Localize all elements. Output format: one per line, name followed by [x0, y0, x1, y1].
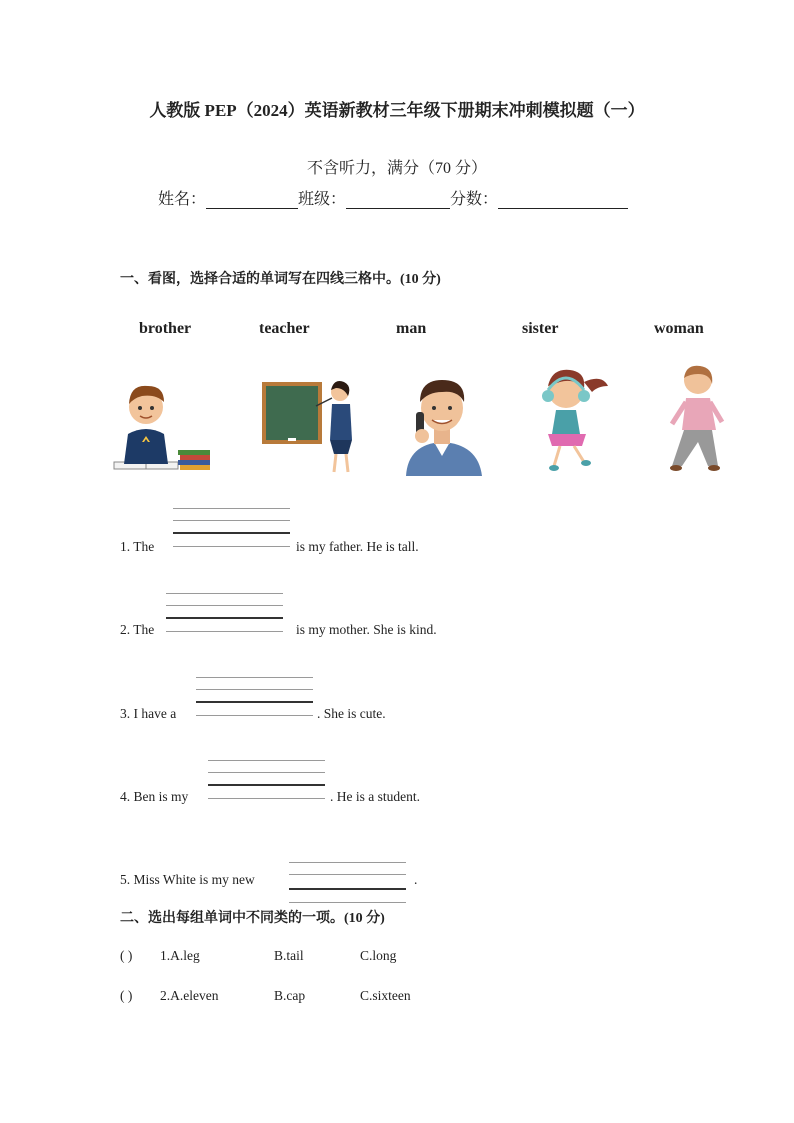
name-blank[interactable] [206, 194, 298, 209]
teacher-blackboard-image [260, 362, 360, 478]
q2-after: is my mother. She is kind. [296, 622, 437, 637]
q2-1-option-c: C.long [360, 948, 397, 963]
word-brother: brother [139, 320, 192, 337]
q1-before: 1. The [120, 539, 155, 554]
q1-writing-grid[interactable] [173, 508, 290, 548]
question-5 [120, 872, 255, 888]
q4-after: . He is a student. [330, 789, 420, 804]
q2-1-option-a: 1.A.leg [160, 948, 200, 963]
q2-2-option-a: 2.A.eleven [160, 988, 219, 1003]
page-subtitle: 不含听力，满分（70 分） [306, 160, 487, 177]
word-teacher: teacher [259, 320, 310, 337]
score-label: 分数： [450, 191, 499, 208]
boy-studying-image [112, 362, 216, 476]
woman-walking-image [660, 362, 732, 476]
question-1 [120, 539, 154, 555]
q3-before: 3. I have a [120, 706, 177, 721]
q5-writing-grid[interactable] [289, 862, 406, 902]
q2-2-option-c: C.sixteen [360, 988, 411, 1003]
question-4 [120, 789, 188, 805]
q2-1-option-b: B.tail [274, 948, 304, 963]
q3-after: . She is cute. [317, 706, 386, 721]
q2-1-paren[interactable]: ( ) [120, 948, 133, 963]
q2-before: 2. The [120, 622, 155, 637]
page-title: 人教版 PEP（2024）英语新教材三年级下册期末冲刺模拟题（一） [149, 101, 645, 120]
section2-heading: 二、选出每组单词中不同类的一项。(10 分) [120, 911, 385, 926]
class-blank[interactable] [346, 194, 450, 209]
q4-before: 4. Ben is my [120, 789, 189, 804]
q5-before: 5. Miss White is my new [120, 872, 255, 887]
word-sister: sister [522, 320, 559, 337]
man-on-phone-image [398, 362, 488, 476]
question-2 [120, 622, 154, 638]
class-label: 班级： [298, 191, 347, 208]
student-info-row [158, 186, 628, 209]
q2-2-option-b: B.cap [274, 988, 306, 1003]
q1-after: is my father. He is tall. [296, 539, 419, 554]
q2-writing-grid[interactable] [166, 593, 283, 633]
name-label: 姓名： [158, 191, 207, 208]
girl-headphones-image [530, 362, 620, 474]
question-3 [120, 706, 176, 722]
q3-writing-grid[interactable] [196, 677, 313, 717]
q5-after: . [414, 872, 418, 887]
q2-2-paren[interactable]: ( ) [120, 988, 133, 1003]
word-man: man [396, 320, 427, 337]
word-woman: woman [654, 320, 704, 337]
score-blank[interactable] [498, 194, 628, 209]
q4-writing-grid[interactable] [208, 760, 325, 800]
section1-heading: 一、看图，选择合适的单词写在四线三格中。(10 分) [120, 272, 441, 287]
